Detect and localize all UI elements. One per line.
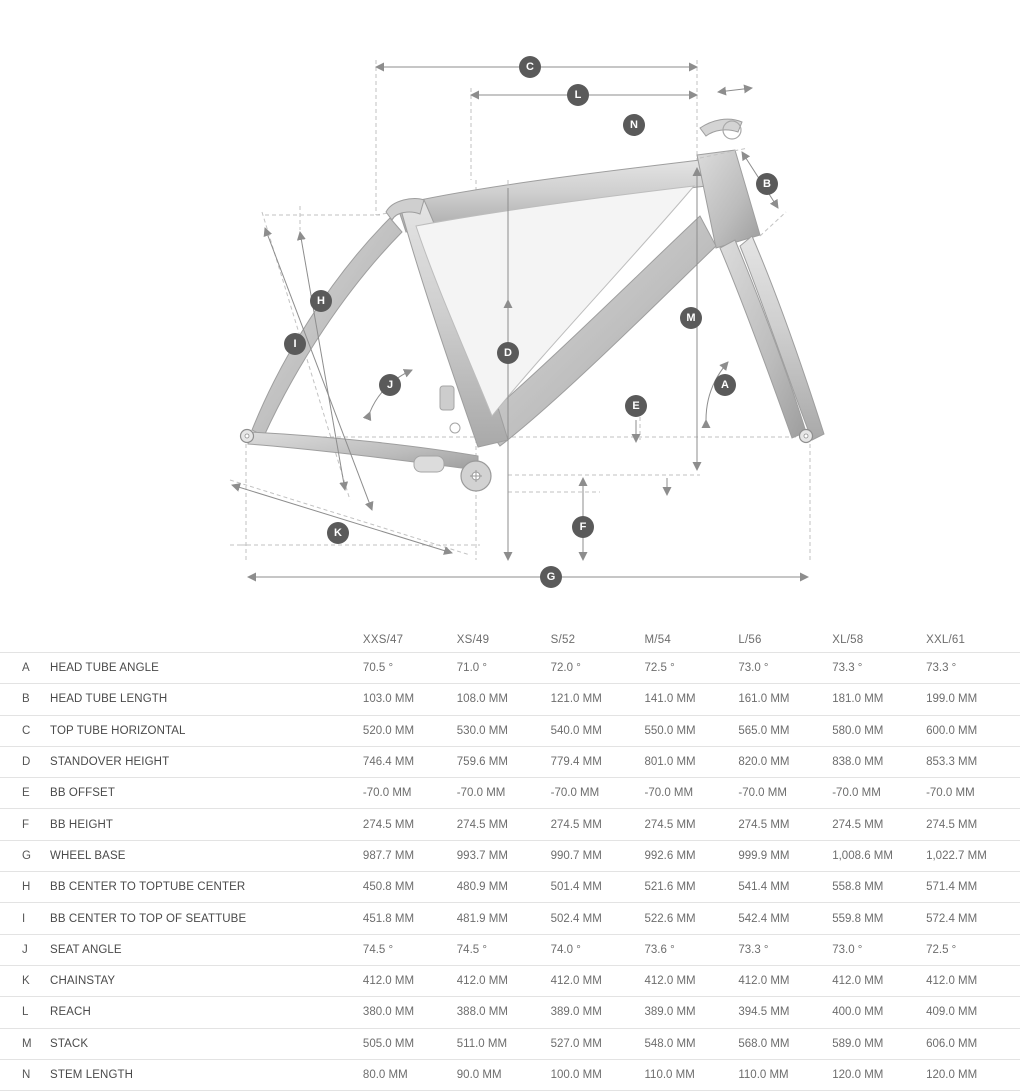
row-value: 108.0 MM [456, 693, 508, 706]
row-value: -70.0 MM [832, 787, 881, 800]
row-measurement-name: STEM LENGTH [50, 1069, 134, 1081]
row-value: 274.5 MM [362, 818, 415, 831]
row-value: 394.5 MM [738, 1006, 790, 1019]
row-value: 1,008.6 MM [832, 849, 893, 862]
row-value: 412.0 MM [738, 975, 790, 988]
row-value: 412.0 MM [362, 975, 415, 988]
row-letter: N [22, 1069, 31, 1081]
row-value: 73.6 ° [644, 943, 675, 956]
table-row [0, 1059, 1020, 1090]
table-row [0, 934, 1020, 965]
row-value: 572.4 MM [926, 912, 978, 925]
row-letter: L [22, 1006, 29, 1019]
row-value: 589.0 MM [832, 1037, 884, 1050]
row-letter: A [22, 662, 30, 675]
row-value: 409.0 MM [926, 1006, 978, 1019]
row-value: -70.0 MM [738, 787, 787, 800]
row-value: 511.0 MM [456, 1037, 508, 1050]
label-text-A: A [721, 379, 729, 391]
header-letter [0, 608, 50, 653]
row-value: 521.6 MM [644, 881, 696, 894]
row-letter: B [22, 693, 30, 706]
row-value: 412.0 MM [644, 975, 696, 988]
label-N [623, 114, 645, 136]
row-value: -70.0 MM [550, 787, 600, 800]
row-letter: M [22, 1037, 32, 1050]
row-value: 72.5 ° [926, 943, 957, 956]
row-letter: H [22, 881, 31, 894]
row-value: 72.5 ° [644, 662, 675, 675]
label-B [756, 173, 778, 195]
row-value: 480.9 MM [456, 881, 508, 894]
row-measurement-name: BB HEIGHT [50, 818, 114, 831]
row-value: 990.7 MM [550, 849, 602, 862]
header-size-xs49: XS/49 [456, 634, 490, 646]
row-value: 558.8 MM [832, 881, 884, 894]
row-measurement-name: TOP TUBE HORIZONTAL [50, 724, 186, 737]
table-row [0, 746, 1020, 777]
row-letter: F [22, 818, 30, 831]
row-measurement-name: BB CENTER TO TOPTUBE CENTER [50, 881, 246, 894]
row-value: 274.5 MM [550, 818, 602, 831]
row-measurement-name: REACH [50, 1006, 91, 1019]
row-measurement-name: HEAD TUBE ANGLE [50, 662, 159, 675]
row-value: 541.4 MM [738, 881, 790, 894]
row-value: 992.6 MM [644, 849, 696, 862]
row-value: 80.0 MM [362, 1069, 408, 1081]
label-text-M: M [686, 312, 696, 324]
table-row [0, 653, 1020, 684]
row-value: 550.0 MM [644, 724, 696, 737]
header-measurement [50, 608, 363, 653]
row-value: 530.0 MM [456, 724, 508, 737]
table-row [0, 1028, 1020, 1059]
row-value: 274.5 MM [456, 818, 508, 831]
label-text-L: L [574, 89, 582, 101]
label-text-J: J [386, 379, 394, 391]
row-value: 853.3 MM [926, 756, 978, 769]
header-size-xl58: XL/58 [832, 634, 864, 646]
label-text-K: K [334, 527, 342, 539]
row-value: 520.0 MM [362, 724, 415, 737]
row-letter: J [22, 943, 28, 956]
row-value: 501.4 MM [550, 881, 602, 894]
row-value: 540.0 MM [550, 724, 602, 737]
row-value: 388.0 MM [456, 1006, 508, 1019]
row-value: 274.5 MM [738, 818, 790, 831]
row-value: 559.8 MM [832, 912, 884, 925]
row-value: -70.0 MM [644, 787, 694, 800]
label-text-C: C [526, 61, 534, 73]
row-value: 779.4 MM [550, 756, 602, 769]
label-text-G: G [546, 571, 556, 583]
row-value: 72.0 ° [550, 662, 581, 675]
row-value: 274.5 MM [832, 818, 884, 831]
row-value: 1,022.7 MM [926, 849, 987, 862]
row-value: 999.9 MM [738, 849, 790, 862]
table-row [0, 840, 1020, 871]
row-value: 820.0 MM [738, 756, 790, 769]
row-value: 274.5 MM [644, 818, 696, 831]
row-measurement-name: HEAD TUBE LENGTH [50, 693, 168, 706]
row-value: 565.0 MM [738, 724, 790, 737]
label-text-D: D [504, 347, 512, 359]
row-value: 161.0 MM [738, 693, 790, 706]
geometry-table [0, 608, 1020, 1091]
row-letter: D [22, 756, 31, 769]
header-size-xxl61: XXL/61 [926, 634, 966, 646]
row-value: 502.4 MM [550, 912, 602, 925]
row-value: 103.0 MM [362, 693, 415, 706]
row-value: 90.0 MM [456, 1069, 502, 1081]
label-F [572, 516, 594, 538]
label-I [284, 333, 306, 355]
row-letter: I [22, 912, 26, 925]
row-measurement-name: STANDOVER HEIGHT [50, 756, 170, 769]
label-H [310, 290, 332, 312]
row-value: 181.0 MM [832, 693, 884, 706]
row-value: 412.0 MM [550, 975, 602, 988]
row-value: 568.0 MM [738, 1037, 790, 1050]
label-text-N: N [630, 119, 638, 131]
row-value: 199.0 MM [926, 693, 978, 706]
row-value: 838.0 MM [832, 756, 884, 769]
row-value: 141.0 MM [644, 693, 696, 706]
row-measurement-name: CHAINSTAY [50, 975, 116, 988]
row-value: 74.5 ° [456, 943, 487, 956]
row-value: 746.4 MM [362, 756, 415, 769]
row-value: 120.0 MM [926, 1069, 978, 1081]
label-M [680, 307, 702, 329]
row-value: 70.5 ° [362, 662, 394, 675]
row-value: 74.0 ° [550, 943, 581, 956]
row-value: 571.4 MM [926, 881, 978, 894]
label-text-B: B [763, 178, 771, 190]
label-C [519, 56, 541, 78]
table-row [0, 872, 1020, 903]
row-value: 389.0 MM [550, 1006, 602, 1019]
row-value: 451.8 MM [362, 912, 415, 925]
table-row [0, 715, 1020, 746]
row-value: 110.0 MM [644, 1069, 695, 1081]
table-row [0, 809, 1020, 840]
row-measurement-name: BB CENTER TO TOP OF SEATTUBE [50, 912, 247, 925]
label-K [327, 522, 349, 544]
row-value: -70.0 MM [362, 787, 412, 800]
row-value: 548.0 MM [644, 1037, 696, 1050]
row-value: -70.0 MM [456, 787, 506, 800]
row-value: 71.0 ° [456, 662, 487, 675]
row-letter: G [22, 849, 31, 862]
label-text-F: F [579, 521, 587, 533]
table-row [0, 778, 1020, 809]
row-value: 580.0 MM [832, 724, 884, 737]
row-value: 600.0 MM [926, 724, 978, 737]
row-value: 542.4 MM [738, 912, 790, 925]
row-value: 987.7 MM [362, 849, 415, 862]
label-L [567, 84, 589, 106]
label-E [625, 395, 647, 417]
row-value: 110.0 MM [738, 1069, 789, 1081]
row-value: 121.0 MM [550, 693, 602, 706]
row-value: -70.0 MM [926, 787, 975, 800]
row-value: 527.0 MM [550, 1037, 602, 1050]
table-header-row [0, 608, 1020, 653]
row-value: 450.8 MM [362, 881, 415, 894]
label-D [497, 342, 519, 364]
row-letter: C [22, 724, 31, 737]
header-size-xxs47: XXS/47 [362, 634, 404, 646]
row-value: 73.0 ° [832, 943, 863, 956]
row-value: 606.0 MM [926, 1037, 978, 1050]
row-letter: E [22, 787, 30, 800]
table-row [0, 903, 1020, 934]
row-value: 400.0 MM [832, 1006, 884, 1019]
table-row [0, 965, 1020, 996]
label-text-H: H [317, 295, 325, 307]
row-value: 412.0 MM [456, 975, 508, 988]
table-row [0, 684, 1020, 715]
label-A [714, 374, 736, 396]
row-value: 759.6 MM [456, 756, 508, 769]
label-text-I: I [293, 338, 297, 350]
row-value: 993.7 MM [456, 849, 508, 862]
header-size-m54: M/54 [644, 634, 671, 646]
row-value: 389.0 MM [644, 1006, 696, 1019]
row-value: 100.0 MM [550, 1069, 602, 1081]
row-letter: K [22, 975, 30, 988]
row-value: 801.0 MM [644, 756, 696, 769]
row-measurement-name: STACK [50, 1037, 89, 1050]
row-value: 73.0 ° [738, 662, 769, 675]
row-measurement-name: BB OFFSET [50, 787, 115, 800]
row-value: 120.0 MM [832, 1069, 884, 1081]
table-row [0, 997, 1020, 1028]
header-size-l56: L/56 [738, 634, 762, 646]
row-value: 274.5 MM [926, 818, 978, 831]
row-value: 522.6 MM [644, 912, 696, 925]
row-value: 380.0 MM [362, 1006, 415, 1019]
row-value: 412.0 MM [832, 975, 884, 988]
row-measurement-name: WHEEL BASE [50, 849, 126, 862]
label-J [379, 374, 401, 396]
row-value: 73.3 ° [832, 662, 863, 675]
label-G [540, 566, 562, 588]
row-measurement-name: SEAT ANGLE [50, 943, 122, 956]
row-value: 412.0 MM [926, 975, 978, 988]
row-value: 481.9 MM [456, 912, 508, 925]
label-text-E: E [632, 400, 640, 412]
row-value: 505.0 MM [362, 1037, 415, 1050]
row-value: 74.5 ° [362, 943, 394, 956]
header-size-s52: S/52 [550, 634, 576, 646]
row-value: 73.3 ° [926, 662, 957, 675]
row-value: 73.3 ° [738, 943, 769, 956]
